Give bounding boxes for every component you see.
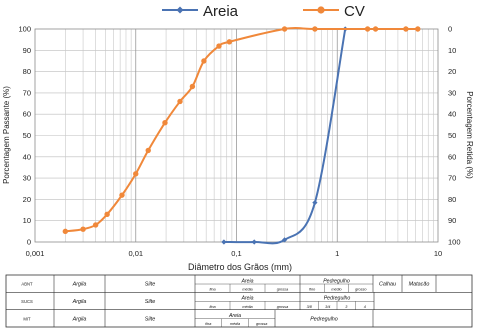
table-group-name: Argila [72, 316, 87, 323]
y-tick-label: 40 [22, 152, 31, 162]
data-point-cv [162, 120, 167, 125]
table-subgroup-name: fina [205, 322, 212, 327]
table-subgroup-name: 3/8 [306, 304, 312, 309]
x-tick-label: 0,1 [231, 249, 242, 258]
y-tick-label: 20 [22, 194, 31, 204]
data-point-cv [63, 229, 68, 234]
y-tick-label: 10 [22, 216, 31, 226]
table-subgroup-name: fina [209, 287, 216, 292]
data-point-cv [282, 26, 287, 31]
x-axis-label: Diâmetro dos Grãos (mm) [187, 262, 293, 272]
table-group-name: Argila [72, 299, 87, 305]
table-group-name: Pedregulho [323, 295, 351, 302]
y-tick-label: 90 [22, 45, 31, 55]
table-subgroup-name: média [242, 287, 253, 292]
y2-tick-label: 20 [448, 67, 457, 77]
y-tick-label: 80 [22, 67, 31, 77]
y2-axis-label: Porcentagem Retida (%) [465, 91, 474, 179]
y2-tick-label: 60 [448, 152, 457, 162]
table-group-name: Pedregulho [323, 278, 350, 285]
y2-tick-label: 50 [448, 131, 457, 140]
table-subgroup-name: média [229, 322, 241, 327]
table-group-name: Argila [72, 281, 87, 288]
y2-tick-label: 0 [448, 24, 453, 34]
table-subgroup-name: 4 [363, 304, 366, 309]
data-point-cv [365, 26, 370, 31]
y2-tick-label: 100 [448, 237, 461, 247]
table-subgroup-name: média [242, 304, 253, 309]
table-group-name: Areia [241, 295, 254, 302]
y-tick-labels [18, 25, 31, 247]
y2-tick-labels [448, 25, 461, 247]
table-group-name: Matacão [408, 281, 430, 288]
data-point-cv [80, 227, 85, 232]
data-point-cv [93, 222, 98, 227]
table-group-name: Pedregulho [310, 316, 338, 323]
table-group-name: Calhau [378, 281, 397, 288]
table-group-name: Silte [144, 316, 156, 323]
legend-marker-cv-dot [317, 6, 324, 13]
table-subgroup-name: 3 [345, 304, 348, 309]
table-subgroup-name: grossa [276, 304, 289, 309]
data-point-cv [119, 192, 124, 197]
table-subgroup-name: grossa [255, 322, 268, 327]
y2-tick-label: 30 [448, 88, 457, 98]
table-subgroup-name: 3/4 [325, 304, 331, 309]
table-subgroup-name: grossa [276, 287, 289, 292]
data-point-cv [104, 212, 109, 217]
table-subgroup-name: grosso [355, 287, 367, 292]
x-tick-label: 0,001 [25, 249, 45, 258]
data-point-cv [227, 39, 232, 44]
table-subgroup-name: médio [331, 287, 342, 292]
y2-tick-label: 90 [448, 216, 457, 226]
y-tick-label: 30 [22, 173, 31, 183]
data-point-cv [216, 43, 221, 48]
y-tick-label: 70 [22, 88, 31, 98]
data-point-cv [312, 26, 317, 31]
y2-tick-label: 40 [448, 109, 457, 119]
y2-tick-label: 10 [448, 45, 457, 55]
table-row-label: MIT [23, 316, 31, 322]
table-subgroup-name: fino [309, 287, 316, 292]
data-point-areia [312, 200, 317, 205]
legend-marker-areia-diamond [177, 7, 184, 14]
x-tick-label: 1 [335, 249, 340, 258]
x-tick-labels [26, 249, 443, 258]
y-tick-label: 100 [18, 24, 31, 34]
data-point-cv [133, 171, 138, 176]
data-point-cv [415, 26, 420, 31]
table-group-name: Silte [144, 281, 156, 288]
legend-label-cv: CV [344, 3, 365, 20]
table-row-label: SUCS [21, 299, 33, 304]
data-point-cv [177, 99, 182, 104]
data-point-cv [373, 26, 378, 31]
table-subgroup-name: fina [209, 304, 216, 309]
y-tick-label: 60 [22, 109, 31, 119]
legend-label-areia: Areia [203, 3, 239, 20]
data-point-cv [403, 26, 408, 31]
table-group-name: Areia [228, 312, 242, 319]
data-point-cv [201, 58, 206, 63]
y2-tick-label: 80 [448, 194, 457, 204]
y-tick-label: 50 [22, 131, 31, 140]
data-point-areia [252, 239, 257, 244]
y-axis-label: Porcentagem Passante (%) [2, 86, 11, 184]
soil-classification-table [6, 275, 472, 327]
series-line-cv [65, 28, 417, 231]
x-tick-label: 10 [433, 249, 443, 258]
grid-lines [35, 29, 438, 242]
data-point-cv [146, 148, 151, 153]
legend [162, 3, 365, 20]
table-group-name: Areia [241, 278, 254, 285]
data-point-cv [190, 84, 195, 89]
y-tick-label: 0 [26, 237, 31, 247]
table-row-label: ABNT [21, 281, 33, 287]
table-group-name: Silte [144, 299, 156, 305]
x-tick-label: 0,01 [128, 249, 144, 258]
y2-tick-label: 70 [448, 173, 457, 183]
data-point-areia [221, 239, 226, 244]
